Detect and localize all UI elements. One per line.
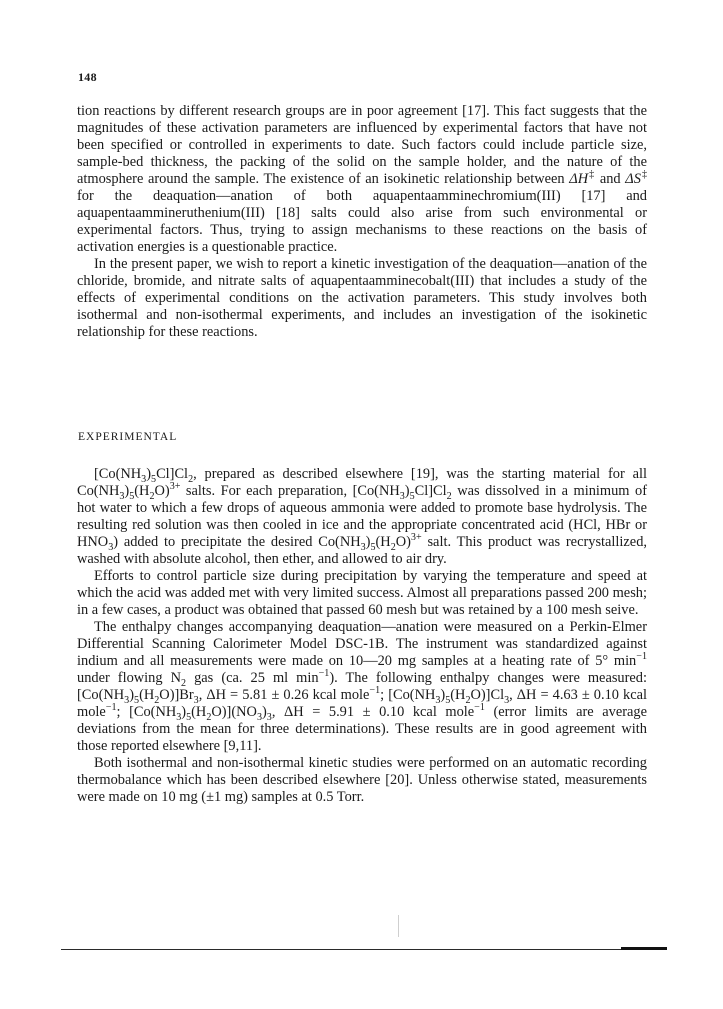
experimental-section [77,466,647,806]
bottom-rule [61,949,667,950]
paragraph: Both isothermal and non-isothermal kinetic studies were performed on an automatic recording thermobalance which has been described elsewhere [20]. Unless otherwise stated, measurements were made on 10 mg (±1 mg) samples at 0.5 Torr. [77,755,647,805]
paragraph: tion reactions by different research groups are in poor agreement [17]. This fact suggests that the magnitudes of these activation parameters are influenced by experimental factors that have not been specified or controlled in experiments to date. Such factors could include particle size, sample-bed thickness, the packing of the solid on the sample holder, and the nature of the atmosphere around the sample. The existence of an isokinetic relationship between ΔH‡ and ΔS‡ for the deaquation—anation of both aquapentaamminechromium(III) [17] and aquapentaammineruthenium(III) [18] salts could also arise from such environmental or experimental factors. Thus, trying to assign mechanisms to these reactions on the basis of activation energies is a questionable practice. [77,103,647,255]
intro-section [77,103,647,341]
paragraph: The enthalpy changes accompanying deaquation—anation were measured on a Perkin-Elmer Differential Scanning Calorimeter Model DSC-1B. The instrument was standardized against indium and all measurements were made on 10—20 mg samples at a heating rate of 5° $\min^{-1}$ under flowing $N_2$ gas (ca. 25 ml $\min^{-1}$). The following enthalpy changes were measured: $[Co(NH_3)_5(H_2O)]Br_3$, ΔH = 5.81 ± 0.26 kcal mole$^{-1}$; $[Co(NH_3)_5(H_2O)]Cl_3$, ΔH = 4.63 ± 0.10 kcal mole$^{-1}$; $[Co(NH_3)_5(H_2O)](NO_3)_3$, ΔH = 5.91 ± 0.10 kcal mole$^{-1}$ (error limits are average deviations from the mean for three determinations). These results are in good agreement with those reported elsewhere [9,11]. [77,619,648,754]
paragraph: In the present paper, we wish to report a kinetic investigation of the deaquation—anation of the chloride, bromide, and nitrate salts of aquapentaamminecobalt(III) that includes a study of the effects of experimental conditions on the activation parameters. This study involves both isothermal and non-isothermal experiments, and includes an investigation of the isokinetic relationship for these reactions. [77,256,647,340]
paragraph: $[Co(NH_3)_5Cl]Cl_2$, prepared as described elsewhere [19], was the starting material for all $Co(NH_3)_5(H_2O)^{3+}$ salts. For each preparation, $[Co(NH_3)_5Cl]Cl_2$ was dissolved in a minimum of hot water to which a few drops of aqueous ammonia were added to promote base hydrolysis. The resulting red solution was then cooled in ice and the appropriate concentrated acid (HCl, HBr or $HNO_3$) added to precipitate the desired $Co(NH_3)_5(H_2O)^{3+}$ salt. This product was recrystallized, washed with absolute alcohol, then ether, and allowed to air dry. [77,466,647,567]
section-heading: EXPERIMENTAL [78,431,178,443]
paragraph: Efforts to control particle size during precipitation by varying the temperature and speed at which the acid was added met with very limited success. Almost all preparations passed 200 mesh; in a few cases, a product was obtained that passed 60 mesh but was retained by a 100 mesh seive. [77,568,647,618]
page-number: 148 [78,70,97,84]
scan-gutter-mark [398,915,399,937]
